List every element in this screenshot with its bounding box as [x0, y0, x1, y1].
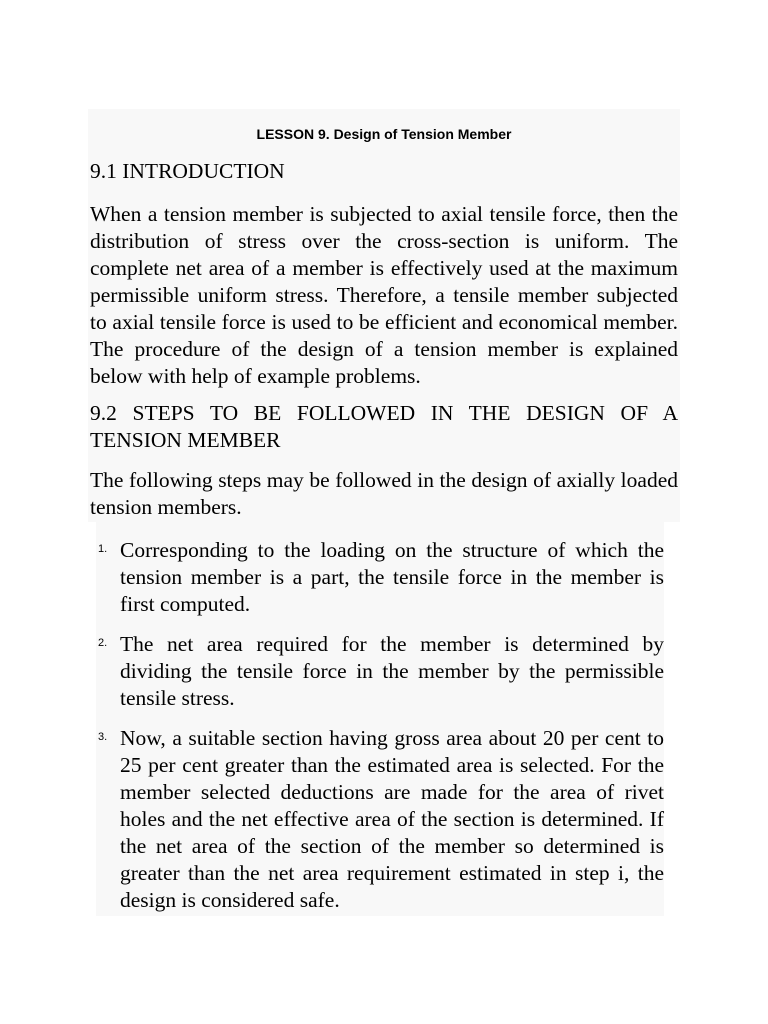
list-item-text: The net area required for the member is determined by dividing the tensile force in the member by the permissible tensile stress. [120, 632, 664, 710]
list-item-text: Now, a suitable section having gross area about 20 per cent to 25 per cent greater than the estimated area is selected. For the member selected deductions are made for the area of rivet holes and the net effective area of the section is determined. If the net area of the section of the member so determined is greater than the net area requirement estimated in step i, the design is considered safe. [120, 726, 664, 912]
steps-intro-paragraph: The following steps may be followed in the design of axially loaded tension members. [90, 468, 678, 519]
list-item-text: Corresponding to the loading on the structure of which the tension member is a part, the tensile force in the member is first computed. [120, 538, 664, 616]
list-item-number: 1. [98, 543, 108, 555]
list-item [96, 537, 664, 618]
section-heading-introduction: 9.1 INTRODUCTION [90, 159, 285, 183]
list-item-number: 3. [98, 731, 108, 743]
lesson-title: LESSON 9. Design of Tension Member [256, 126, 512, 142]
section-heading-steps-line1: 9.2 STEPS TO BE FOLLOWED IN THE DESIGN OF A [90, 401, 678, 425]
list-item [96, 631, 664, 712]
design-steps-list [96, 537, 664, 927]
list-item-number: 2. [98, 637, 108, 649]
introduction-paragraph: When a tension member is subjected to axial tensile force, then the distribution of stress over the cross-section is uniform. The complete net area of a member is effectively used at the maximum permissible uniform stress. Therefore, a tensile member subjected to axial tensile force is used to be efficient and economical member. The procedure of the design of a tension member is explained below with help of example problems. [90, 202, 678, 388]
section-heading-steps [90, 400, 678, 454]
section-heading-steps-line2: TENSION MEMBER [90, 428, 281, 452]
list-item [96, 725, 664, 914]
